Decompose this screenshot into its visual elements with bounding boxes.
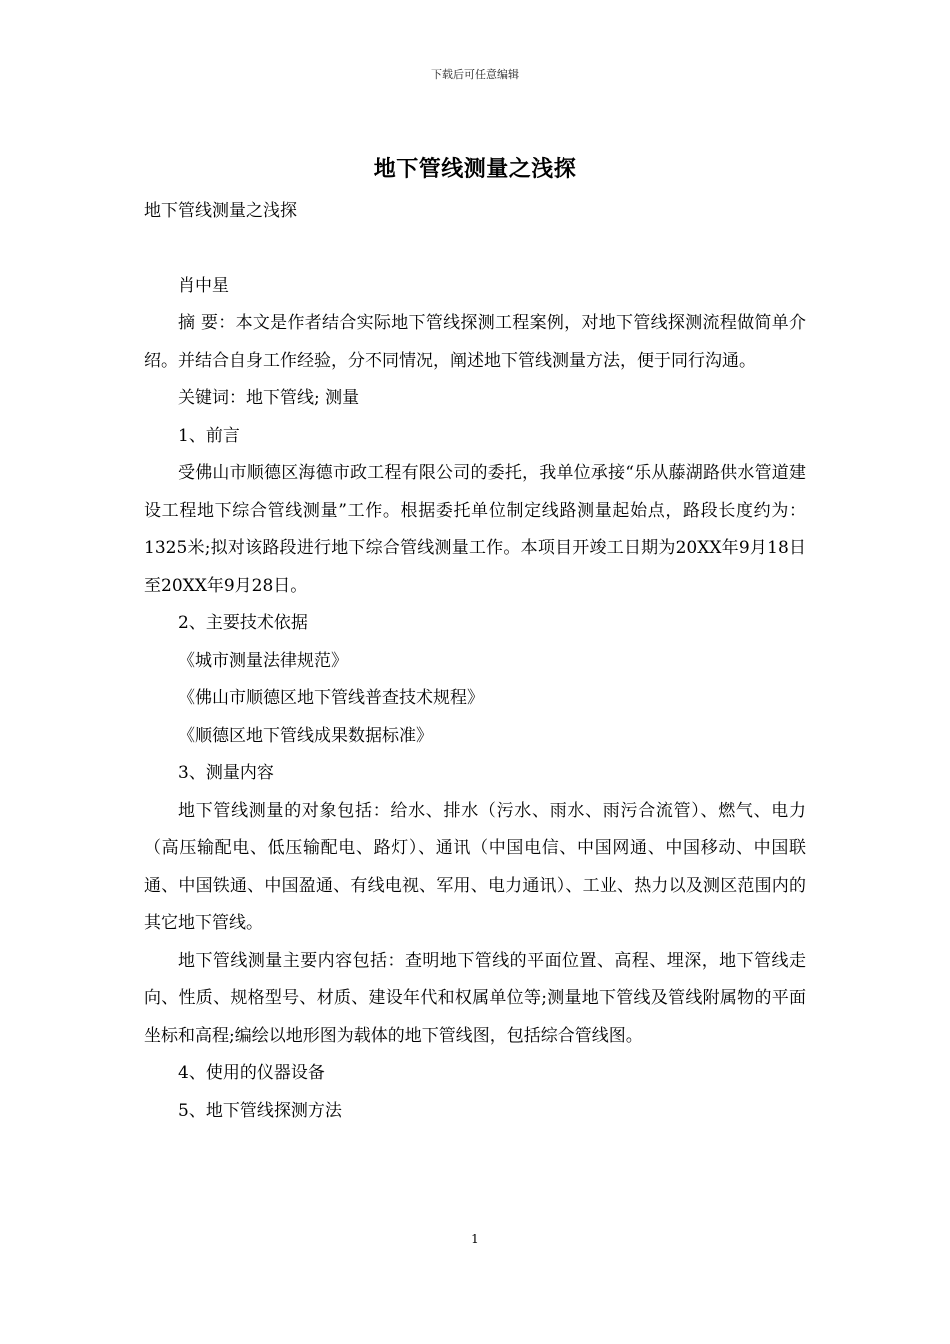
blank-line — [144, 231, 806, 268]
document-title: 地下管线测量之浅探 — [373, 156, 577, 182]
preface-paragraph: 受佛山市顺德区海德市政工程有限公司的委托，我单位承接“乐从藤湖路供水管道建设工程地下综合管线测量”工作。根据委托单位制定线路测量起始点，路段长度约为：1325米;拟对该路段进行地下综合管线测量工作。本项目开竣工日期为20XX年9月18日至20XX年9月28日。 — [144, 463, 806, 596]
survey-main-content-paragraph: 地下管线测量主要内容包括：查明地下管线的平面位置、高程、埋深，地下管线走向、性质、规格型号、材质、建设年代和权属单位等;测量地下管线及管线附属物的平面坐标和高程;编绘以地形图为载体的地下管线图，包括综合管线图。 — [144, 950, 806, 1046]
section-heading-preface: 1、前言 — [178, 425, 240, 446]
abstract-paragraph: 摘 要：本文是作者结合实际地下管线探测工程案例，对地下管线探测流程做简单介绍。并结合自身工作经验，分不同情况，阐述地下管线测量方法，便于同行沟通。 — [144, 313, 806, 371]
section-heading-instruments: 4、使用的仪器设备 — [178, 1063, 325, 1083]
reference-item: 《佛山市顺德区地下管线普查技术规程》 — [178, 688, 484, 708]
reference-item: 《城市测量法律规范》 — [178, 650, 348, 671]
document-subtitle: 地下管线测量之浅探 — [144, 201, 297, 221]
section-heading-technical-basis: 2、主要技术依据 — [178, 613, 308, 633]
page-number: 1 — [471, 1232, 479, 1246]
reference-item: 《顺德区地下管线成果数据标准》 — [178, 725, 433, 746]
document-body — [144, 193, 806, 1130]
section-heading-survey-content: 3、测量内容 — [178, 763, 274, 783]
keywords-line: 关键词：地下管线; 测量 — [178, 388, 360, 408]
author-name: 肖中星 — [178, 275, 229, 296]
section-heading-detection-methods: 5、地下管线探测方法 — [178, 1100, 342, 1121]
page-header: 下载后可任意编辑 — [431, 68, 519, 81]
survey-objects-paragraph: 地下管线测量的对象包括：给水、排水（污水、雨水、雨污合流管）、燃气、电力（高压输配电、低压输配电、路灯）、通讯（中国电信、中国网通、中国移动、中国联通、中国铁通、中国盈通、有线电视、军用、电力通讯）、工业、热力以及测区范围内的其它地下管线。 — [144, 800, 806, 933]
